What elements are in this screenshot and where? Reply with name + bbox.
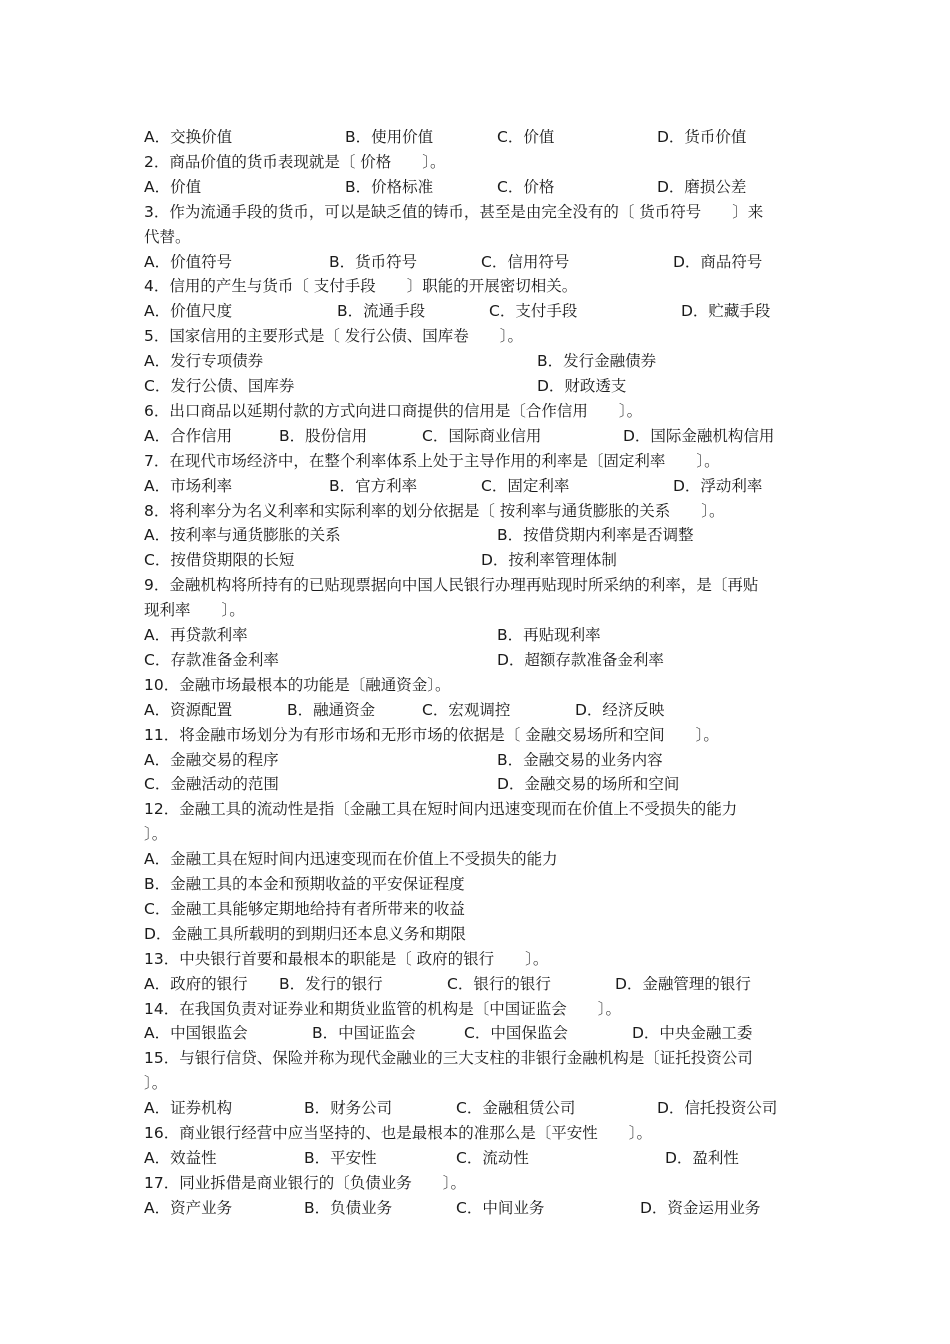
question-text: A．金融工具在短时间内迅速变现而在价值上不受损失的能力 bbox=[144, 850, 558, 868]
question-text: 10．金融市场最根本的功能是〔融通资金〕。 bbox=[144, 676, 451, 694]
answer-option: C．宏观调控 bbox=[422, 701, 511, 719]
answer-option: B．金融交易的业务内容 bbox=[497, 751, 663, 769]
answer-option: A．资源配置 bbox=[144, 701, 233, 719]
answer-option: D．国际金融机构信用 bbox=[623, 427, 775, 445]
question-text: 4．信用的产生与货币〔 支付手段 〕职能的开展密切相关。 bbox=[144, 277, 578, 295]
answer-option: B．流通手段 bbox=[337, 302, 426, 320]
answer-option: D．按利率管理体制 bbox=[481, 551, 617, 569]
question-text: B．金融工具的本金和预期收益的平安保证程度 bbox=[144, 875, 465, 893]
question-text: 9．金融机构将所持有的已贴现票据向中国人民银行办理再贴现时所采纳的利率，是〔再贴 bbox=[144, 576, 759, 594]
answer-option: B．按借贷期内利率是否调整 bbox=[497, 526, 694, 544]
answer-option: B．发行金融债券 bbox=[537, 352, 657, 370]
answer-option: A．证券机构 bbox=[144, 1099, 233, 1117]
answer-option: D．资金运用业务 bbox=[640, 1199, 761, 1217]
answer-option: A．价值尺度 bbox=[144, 302, 233, 320]
answer-option: C．价值 bbox=[497, 128, 555, 146]
answer-option: D．磨损公差 bbox=[657, 178, 747, 196]
answer-option: D．盈利性 bbox=[665, 1149, 739, 1167]
question-text: 2．商品价值的货币表现就是〔 价格 〕。 bbox=[144, 153, 446, 171]
answer-option: C．金融租赁公司 bbox=[456, 1099, 576, 1117]
question-text: 〕。 bbox=[144, 825, 168, 843]
answer-option: D．中央金融工委 bbox=[632, 1024, 753, 1042]
answer-option: C．存款准备金利率 bbox=[144, 651, 279, 669]
question-text: 16．商业银行经营中应当坚持的、也是最根本的准那么是〔平安性 〕。 bbox=[144, 1124, 652, 1142]
answer-option: C．中间业务 bbox=[456, 1199, 545, 1217]
answer-option: B．再贴现利率 bbox=[497, 626, 601, 644]
answer-option: A．按利率与通货膨胀的关系 bbox=[144, 526, 341, 544]
answer-option: D．商品符号 bbox=[673, 253, 763, 271]
answer-option: B．融通资金 bbox=[287, 701, 376, 719]
answer-option: C．支付手段 bbox=[489, 302, 578, 320]
question-text: C．金融工具能够定期地给持有者所带来的收益 bbox=[144, 900, 465, 918]
answer-option: C．银行的银行 bbox=[447, 975, 551, 993]
answer-option: A．效益性 bbox=[144, 1149, 217, 1167]
answer-option: A．金融交易的程序 bbox=[144, 751, 279, 769]
answer-option: A．政府的银行 bbox=[144, 975, 248, 993]
answer-option: D．金融交易的场所和空间 bbox=[497, 775, 680, 793]
answer-option: B．财务公司 bbox=[304, 1099, 393, 1117]
answer-option: D．超额存款准备金利率 bbox=[497, 651, 664, 669]
question-text: 5．国家信用的主要形式是〔 发行公债、国库卷 〕。 bbox=[144, 327, 524, 345]
question-text: 代替。 bbox=[144, 228, 191, 246]
answer-option: A．价值符号 bbox=[144, 253, 233, 271]
answer-option: A．价值 bbox=[144, 178, 202, 196]
question-text: 17．同业拆借是商业银行的〔负债业务 〕。 bbox=[144, 1174, 466, 1192]
answer-option: B．发行的银行 bbox=[279, 975, 383, 993]
question-text: 14．在我国负责对证券业和期货业监管的机构是〔中国证监会 〕。 bbox=[144, 1000, 621, 1018]
question-text: 15．与银行信贷、保险并称为现代金融业的三大支柱的非银行金融机构是〔证托投资公司 bbox=[144, 1049, 753, 1067]
answer-option: C．中国保监会 bbox=[464, 1024, 568, 1042]
question-text: D．金融工具所载明的到期归还本息义务和期限 bbox=[144, 925, 466, 943]
answer-option: D．财政透支 bbox=[537, 377, 627, 395]
answer-option: C．发行公债、国库券 bbox=[144, 377, 295, 395]
question-text: 现利率 〕。 bbox=[144, 601, 245, 619]
answer-option: C．价格 bbox=[497, 178, 555, 196]
answer-option: B．中国证监会 bbox=[312, 1024, 416, 1042]
answer-option: A．市场利率 bbox=[144, 477, 233, 495]
answer-option: B．负债业务 bbox=[304, 1199, 393, 1217]
answer-option: B．货币符号 bbox=[329, 253, 418, 271]
answer-option: B．平安性 bbox=[304, 1149, 377, 1167]
answer-option: D．浮动利率 bbox=[673, 477, 763, 495]
answer-option: C．流动性 bbox=[456, 1149, 529, 1167]
answer-option: D．信托投资公司 bbox=[657, 1099, 778, 1117]
question-text: 13．中央银行首要和最根本的职能是〔 政府的银行 〕。 bbox=[144, 950, 549, 968]
answer-option: B．价格标准 bbox=[345, 178, 434, 196]
answer-option: B．官方利率 bbox=[329, 477, 418, 495]
question-text: 8．将利率分为名义利率和实际利率的划分依据是〔 按利率与通货膨胀的关系 〕。 bbox=[144, 502, 725, 520]
question-text: 12．金融工具的流动性是指〔金融工具在短时间内迅速变现而在价值上不受损失的能力 bbox=[144, 800, 738, 818]
answer-option: B．股份信用 bbox=[279, 427, 368, 445]
question-text: 3．作为流通手段的货币，可以是缺乏值的铸币，甚至是由完全没有的〔 货币符号 〕来 bbox=[144, 203, 764, 221]
answer-option: D．经济反映 bbox=[575, 701, 665, 719]
answer-option: C．金融活动的范围 bbox=[144, 775, 279, 793]
answer-option: A．合作信用 bbox=[144, 427, 233, 445]
answer-option: B．使用价值 bbox=[345, 128, 434, 146]
answer-option: C．固定利率 bbox=[481, 477, 570, 495]
question-text: 6．出口商品以延期付款的方式向进口商提供的信用是〔合作信用 〕。 bbox=[144, 402, 643, 420]
question-text: 11．将金融市场划分为有形市场和无形市场的依据是〔 金融交易场所和空间 〕。 bbox=[144, 726, 719, 744]
answer-option: A．中国银监会 bbox=[144, 1024, 248, 1042]
question-text: 7．在现代市场经济中，在整个利率体系上处于主导作用的利率是〔固定利率 〕。 bbox=[144, 452, 720, 470]
answer-option: A．交换价值 bbox=[144, 128, 233, 146]
answer-option: C．信用符号 bbox=[481, 253, 570, 271]
answer-option: D．金融管理的银行 bbox=[615, 975, 751, 993]
question-text: 〕。 bbox=[144, 1074, 168, 1092]
answer-option: C．国际商业信用 bbox=[422, 427, 542, 445]
answer-option: D．货币价值 bbox=[657, 128, 747, 146]
answer-option: D．贮藏手段 bbox=[681, 302, 771, 320]
answer-option: A．发行专项债券 bbox=[144, 352, 264, 370]
answer-option: A．再贷款利率 bbox=[144, 626, 248, 644]
answer-option: C．按借贷期限的长短 bbox=[144, 551, 295, 569]
answer-option: A．资产业务 bbox=[144, 1199, 233, 1217]
